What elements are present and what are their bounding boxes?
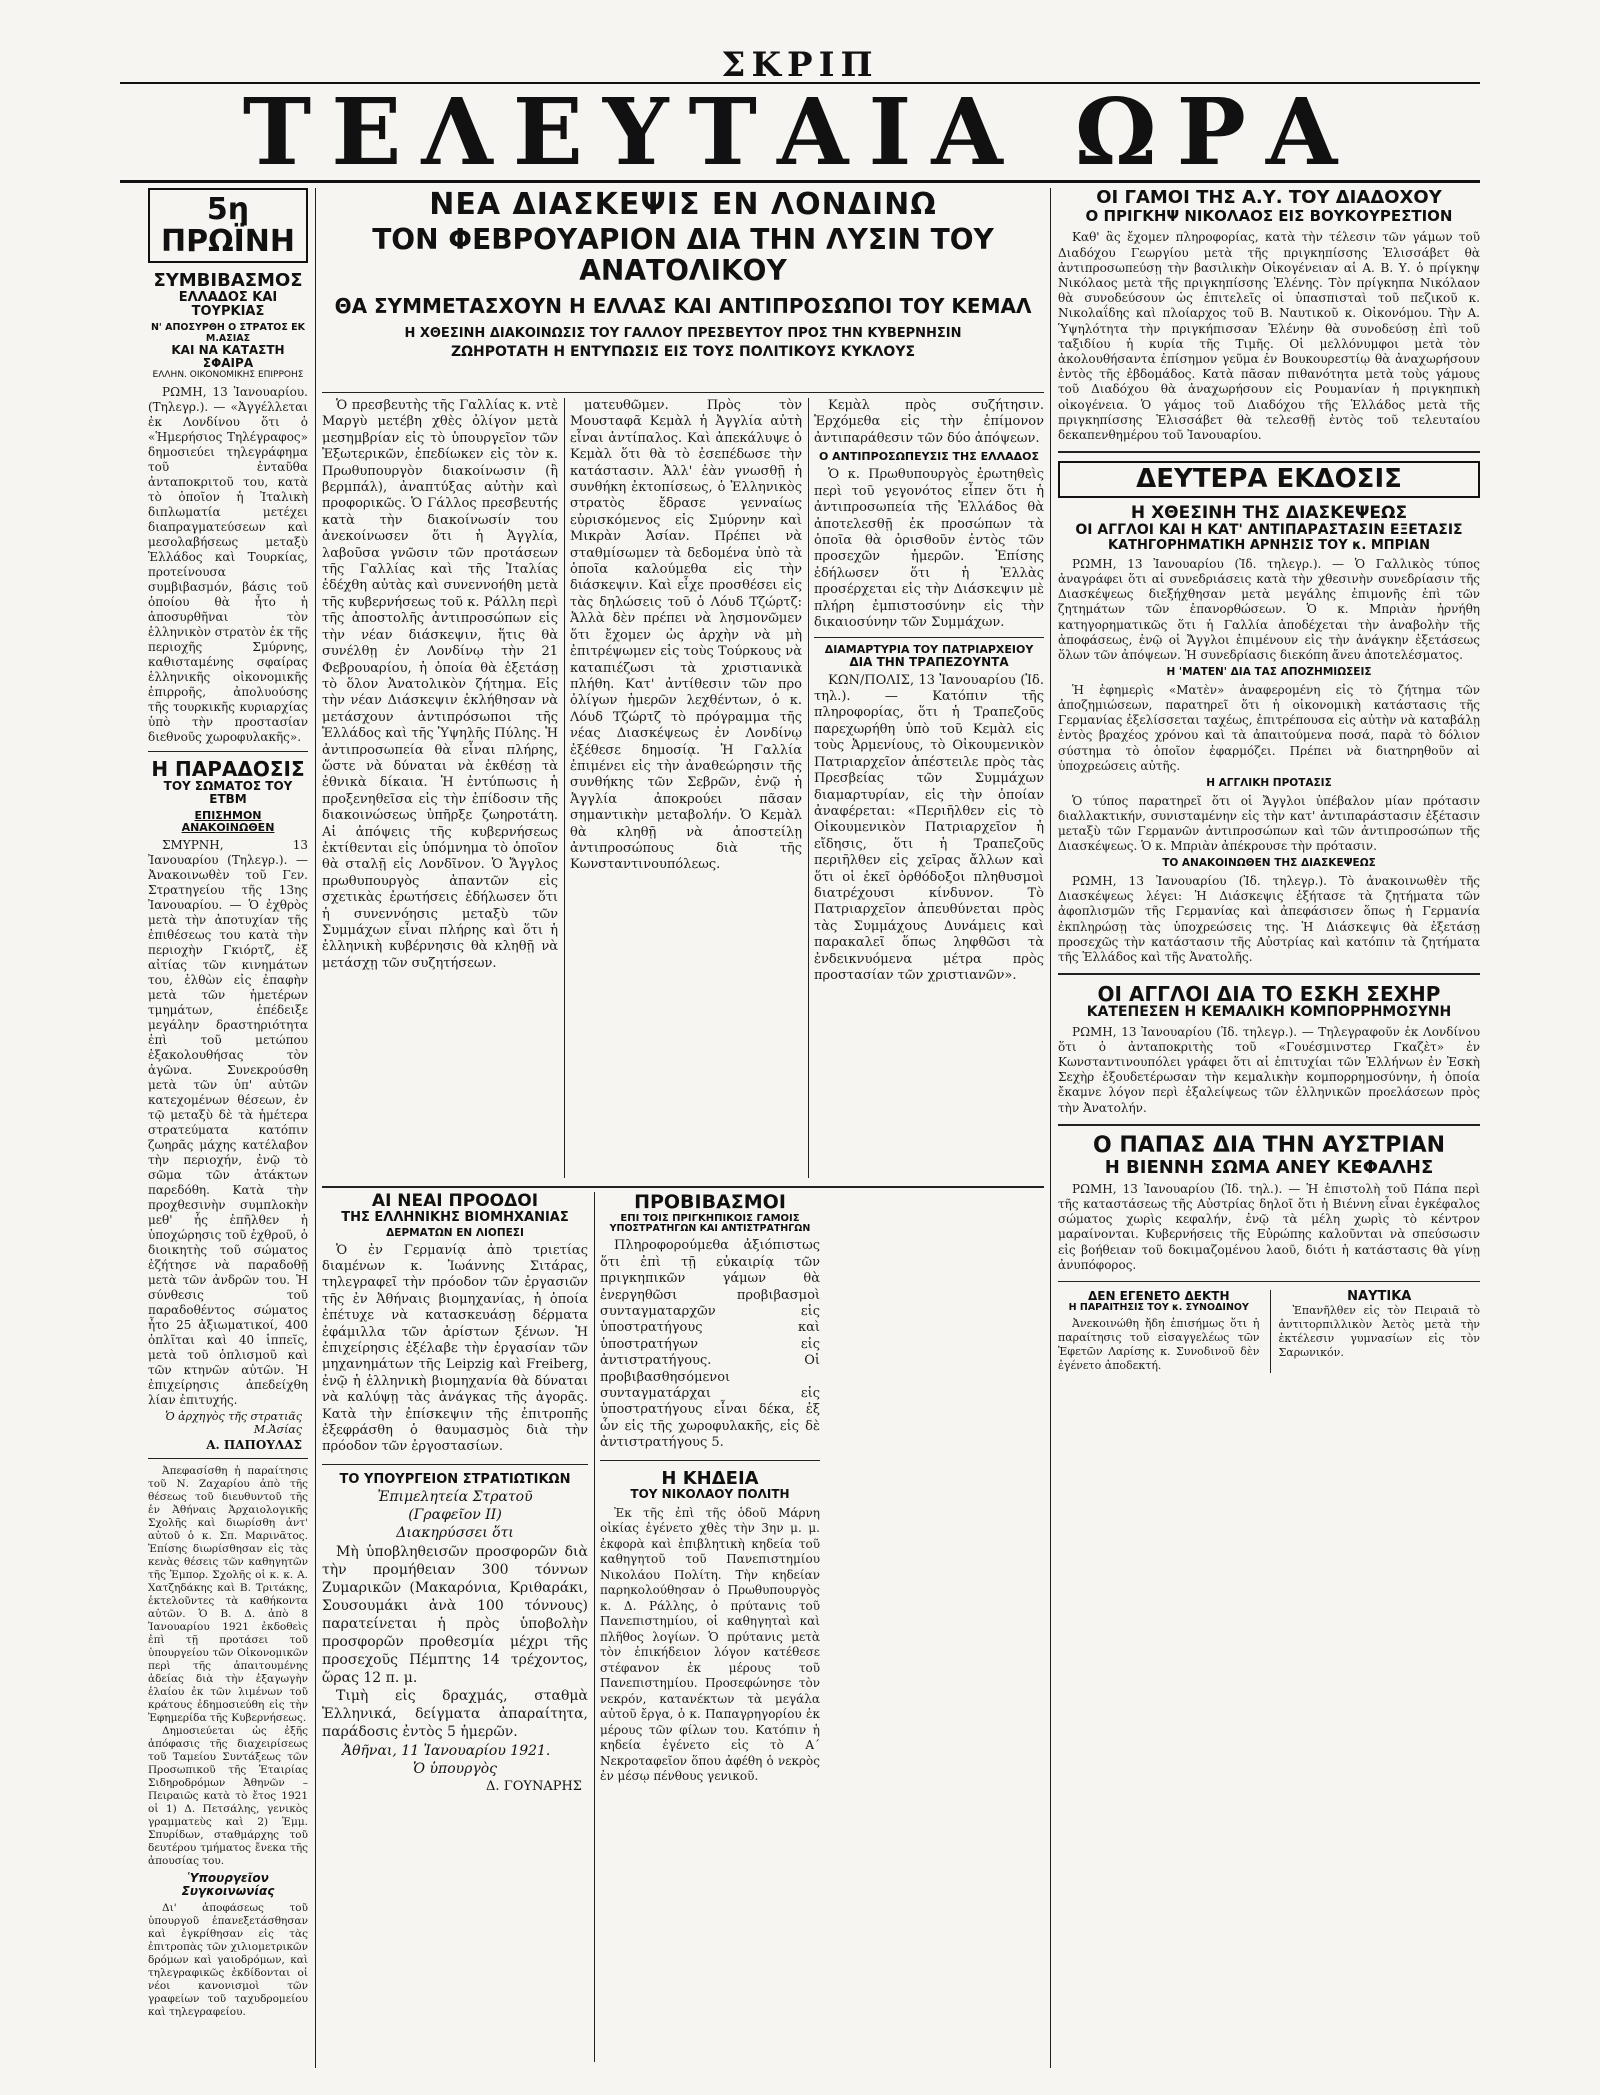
headline: ΤΗΣ ΕΛΛΗΝΙΚΗΣ ΒΙΟΜΗΧΑΝΙΑΣ: [341, 1209, 569, 1225]
headline: ΟΙ ΑΓΓΛΟΙ ΚΑΙ Η ΚΑΤ' ΑΝΤΙΠΑΡΑΣΤΑΣΙΝ ΕΞΕΤΑΣΙΣ: [1075, 522, 1463, 539]
article-body: Ὁ κ. Πρωθυπουργὸς ἐρωτηθεὶς περὶ τοῦ γεγονότος εἶπεν ὅτι ἡ ἀντιπροσωπεία τῆς Ἑλλάδος θὰ ἀποτελεσθῇ ἐκ προσώπων τὰ ὁποῖα θὰ ὁρισθοῦν ἐντὸς τῶν προσεχῶν ἡμερῶν. Ἐπίσης ἐδήλωσεν ὅτι ἡ Ἑλλὰς προσέρχεται εἰς τὴν Διάσκεψιν μὲ πλήρη ἐμπιστοσύνην εἰς τὴν δικαιοσύνην τῶν Συμμάχων.: [814, 467, 1044, 630]
article-body: ΚΩΝ/ΠΟΛΙΣ, 13 Ἰανουαρίου (Ἰδ. τηλ.). — Κατόπιν τῆς πληροφορίας, ὅτι ἡ Τραπεζοῦς παρεχωρήθη ὑπὸ τοῦ Κεμὰλ εἰς τοὺς Ἀρμενίους, τὸ Οἰκουμενικὸν Πατριαρχεῖον ἀπέστειλε πρὸς τὰς Πρεσβείας τῶν Συμμάχων διαμαρτυρίαν, εἰς τὴν ὁποίαν ἀναφέρεται: «Περιῆλθεν εἰς τὸ Οἰκουμενικὸν Πατριαρχεῖον ἡ εἴδησις, ὅτι ἡ Τραπεζοῦς περιῆλθεν εἰς χεῖρας ἄλλων καὶ ὅτι οἱ ἐκεῖ ὀρθόδοξοι πληθυσμοὶ διατρέχουσι κίνδυνον. Τὸ Πατριαρχεῖον ἀπευθύνεται πρὸς τὰς Συμμάχους Δυνάμεις καὶ παρακαλεῖ ὅπως ληφθῶσι τὰ ἐνδεικνυόμενα μέτρα πρὸς προστασίαν τῶν χριστιανῶν».: [814, 672, 1044, 983]
signature-name: Α. ΠΑΠΟΥΛΑΣ: [206, 1438, 302, 1453]
subheadline: ΕΛΛΗΝ. ΟΙΚΟΝΟΜΙΚΗΣ ΕΠΙΡΡΟΗΣ: [152, 369, 304, 380]
article-body: Ὁ τύπος παρατηρεῖ ὅτι οἱ Ἄγγλοι ὑπέβαλον μίαν πρότασιν διαλλακτικήν, συνισταμένην εἰς τὴν κατ' ἀντιπαράστασιν ἐξέτασιν μεταξὺ τῶν Γερμανῶν ἀντιπροσώπων καὶ τῶν ἀντιπροσώπων τῆς Διασκέψεως. Ὁ κ. Μπριὰν ἀπέκρουσε τὴν πρότασιν.: [1058, 793, 1480, 854]
subheadline: Ὑπουργεῖον Συγκοινωνίας: [181, 1871, 275, 1899]
main-headline: ΝΕΑ ΔΙΑΣΚΕΨΙΣ ΕΝ ΛΟΝΔΙΝΩ: [429, 188, 937, 222]
divider: [1058, 973, 1480, 975]
subheadline: ΖΩΗΡΟΤΑΤΗ Η ΕΝΤΥΠΩΣΙΣ ΕΙΣ ΤΟΥΣ ΠΟΛΙΤΙΚΟΥΣ ΚΥΚΛΟΥΣ: [450, 343, 916, 360]
signature-line: Ὁ ὑπουργὸς: [413, 1761, 497, 1778]
article-body: Καθ' ἃς ἔχομεν πληροφορίας, κατὰ τὴν τέλεσιν τῶν γάμων τοῦ Διαδόχου Γεωργίου μετὰ τῆς πριγκηπίσσης Ἑλισσάβετ θὰ ἀντιπροσωπεύσῃ τὴν βασιλικὴν Οἰκογένειαν αἱ Α. Β. Υ. ὁ πρίγκηψ Νικόλαος μετὰ τῆς πριγκηπίσσης Ἑλένης. Τὸν πρίγκηπα Νικόλαον θὰ συνοδεύσουν ὡς ἐπιτελεῖς οἱ ὑπασπισταὶ τοῦ πεζικοῦ κ. Νικολαΐδης καὶ πλοίαρχος τοῦ Β. Ναυτικοῦ κ. Οἰκονόμου. Τὴν Α. Ὑψηλότητα τὴν πριγκήπισσαν Ἑλένην θὰ συνοδεύσῃ ἐπὶ τοῦ ταξιδίου ἡ κυρία τῆς Τιμῆς. Οἱ μελλόνυμφοι μετὰ τὸν ἀκολουθήσαντα ἐπίσημον γεῦμα ἐν Βουκουρεστίῳ θὰ ἀναχωρήσουν ἐντὸς τῆς ἐβδομάδος. Κατὰ πᾶσαν πιθανότητα μετὰ τοὺς γάμους τοῦ Διαδόχου θὰ ἀναχωρήσουν εἰς Ρουμανίαν ἡ πριγκηπικὴ οἰκογένεια. Ὁ γάμος τοῦ Διαδόχου τῆς Ἑλλάδος μετὰ τῆς πριγκηπίσσης Ἑλισσάβετ θὰ τελεσθῇ ἐντὸς τοῦ τελευταίου δεκαπενθημέρου τοῦ Ἰανουαρίου.: [1058, 230, 1480, 442]
subheadline: ΤΟ ΑΝΑΚΟΙΝΩΘΕΝ ΤΗΣ ΔΙΑΣΚΕΨΕΩΣ: [1162, 857, 1376, 870]
headline: ΤΟ ΥΠΟΥΡΓΕΙΟΝ ΣΤΡΑΤΙΩΤΙΚΩΝ: [339, 1471, 571, 1487]
center-header: [322, 188, 1044, 388]
subheadline: Η ΧΘΕΣΙΝΗ ΔΙΑΚΟΙΝΩΣΙΣ ΤΟΥ ΓΑΛΛΟΥ ΠΡΕΣΒΕΥΤΟΥ ΠΡΟΣ ΤΗΝ ΚΥΒΕΡΝΗΣΙΝ: [404, 325, 962, 341]
divider: [1058, 451, 1480, 453]
article-body: Πληροφορούμεθα ἀξιόπιστως ὅτι ἐπὶ τῇ εὐκαιρίᾳ τῶν πριγκηπικῶν γάμων θὰ ἐνεργηθῶσι προβιβασμοὶ συνταγματαρχῶν εἰς ὑποστρατήγους καὶ ὑποστρατήγων εἰς ἀντιστρατήγους. Οἱ προβιβασθησόμενοι συνταγματάρχαι εἰς ὑποστρατήγους εἶναι δέκα, ἐξ ὧν εἰς τῆς χωροφυλακῆς, εἰς δὲ ἀντιστρατήγους 5.: [600, 1238, 820, 1451]
column-rule: [315, 188, 316, 2068]
headline: ΔΕΝ ΕΓΕΝΕΤΟ ΔΕΚΤΗ: [1087, 1288, 1230, 1303]
article-body: Κεμὰλ πρὸς συζήτησιν. Ἐρχόμεθα εἰς τὴν ἐπίμονον ἀντιπαράθεσιν τῶν δύο ἀπόψεων.: [814, 398, 1044, 446]
divider: [814, 637, 1044, 638]
article-body: ματευθῶμεν. Πρὸς τὸν Μουσταφᾶ Κεμὰλ ἡ Ἀγγλία αὐτὴ εἶναι ἀντίπαλος. Καὶ ἀπεκάλυψε ὁ Κεμὰλ ὅτι θὰ τὸ ἐσεπέδωσε τὴν κατάστασιν. Ἀλλ' ἐὰν γνωσθῇ ἡ συνθήκη ἐκτοπίσεως, ὁ Ἑλληνικὸς στρατὸς ἔδρασε γενναίως εὑρισκόμενος εἰς Σμύρνην καὶ Μικρὰν Ἀσίαν. Πρέπει νὰ σταθμίσωμεν τὰ δεδομένα ὑπὸ τὰ ὁποῖα καλούμεθα εἰς τὴν διάσκεψιν. Καὶ εἶχε προσθέσει εἰς τὰς δηλώσεις τοῦ ὁ Λόυδ Τζώρτζ: Ἀλλὰ δὲν πρέπει νὰ λησμονῶμεν ὅτι ἔχομεν ὡς ἀρχὴν νὰ μὴ ἐπιτρέψωμεν εἰς τοὺς Τούρκους νὰ καταπιέζωσι τὰ χριστιανικὰ πλήθη. Κατ' ἀντίθεσιν τῶν προ ὀλίγων ἡμερῶν λεχθέντων, ὁ κ. Λόυδ Τζώρτζ τὸ πρόγραμμα τῆς νέας Διασκέψεως ἐν Λονδίνῳ ἐξέθεσε δημοσίᾳ. Ἡ Γαλλία ἐπιμένει εἰς τὴν ἀναθεώρησιν τῆς συνθήκης τῶν Σεβρῶν, ἐνῷ ἡ Ἀγγλία ἀποκρούει πᾶσαν σημαντικὴν μεταβολήν. Ὁ Κεμὰλ θὰ κληθῇ νὰ ἀποστείλῃ ἀντιπροσώπους διὰ τῆς Κωνσταντινουπόλεως.: [570, 398, 802, 873]
masthead-title: ΤΕΛΕΥΤΑΙΑ ΩΡΑ: [242, 86, 1358, 178]
article-body: Ἡ ἐφημερὶς «Ματὲν» ἀναφερομένη εἰς τὸ ζήτημα τῶν ἀποζημιώσεων, παρατηρεῖ ὅτι ἡ οἰκονομικὴ κατάστασις τῆς Γερμανίας ἐξελίσσεται ταχέως, ἐπιτρέπουσα εἰς αὐτὴν νὰ καταβάλῃ ἐντὸς βραχέος χρόνου καὶ τὰ ἀπαιτούμενα ποσά, παρὰ τὸ δόλιον σύστημα τὸ ὁποῖον ἐφαρμόζει. Πρέπει νὰ διατηρηθοῦν αἱ ὑποχρεώσεις αὐτῆς.: [1058, 682, 1480, 773]
headline: Η ΠΑΡΑΔΟΣΙΣ: [151, 756, 305, 781]
subheadline: Η ΑΓΓΛΙΚΗ ΠΡΟΤΑΣΙΣ: [1206, 777, 1332, 789]
left-column: [148, 188, 308, 2068]
divider: [148, 751, 308, 752]
subheadline: Η ΠΑΡΑΙΤΗΣΙΣ ΤΟΥ κ. ΣΥΝΟΔΙΝΟΥ: [1068, 1302, 1249, 1314]
headline: ΝΑΥΤΙΚΑ: [1347, 1288, 1412, 1304]
dateline: Ἀθῆναι, 11 Ἰανουαρίου 1921.: [342, 1743, 551, 1760]
article-body: Ὁ ἐν Γερμανίᾳ ἀπὸ τριετίας διαμένων κ. Ἰωάννης Σιτάρας, τηλεγραφεῖ τὴν πρόοδον τῶν ἐργασιῶν τῆς ἐν Ἀθήναις βιομηχανίας, ἡ ὁποία ἐπέτυχε νὰ κατασκευάσῃ δέρματα ἐφάμιλλα τῶν ἀρίστων ξένων. Ἡ ἐπιχείρησις ἐξέλαβε τὴν ἐργασίαν τῶν μηχανημάτων τῆς Leipzig καὶ Freiberg, ἐνῷ ἡ ἑλληνικὴ βιομηχανία θὰ δύναται νὰ καλύψῃ τὰς ἀνάγκας τῆς ἀγορᾶς. Κατὰ τὴν ἐπίσκεψιν τῆς ἐπιτροπῆς ἐξεφράσθη ὁ θαυμασμὸς διὰ τὴν πρόοδον τῶν ἐργοστασίων.: [322, 1242, 588, 1455]
article-body: Δημοσιεύεται ὡς ἐξῆς ἀπόφασις τῆς διαχειρίσεως τοῦ Ταμείου Συντάξεως τῶν Προσωπικοῦ τῆς Ἑταιρίας Σιδηροδρόμων Ἀθηνῶν – Πειραιῶς κατὰ τὸ ἔτος 1921 οἱ 1) Δ. Πετσάλης, γενικὸς γραμματεὺς καὶ 2) Ἐμμ. Σπυρίδων, σταθμάρχης τοῦ δευτέρου τμήματος ἔνεκα τῆς ἀπουσίας του.: [148, 1725, 308, 1868]
subheadline: (Γραφεῖον ΙΙ): [408, 1507, 502, 1524]
headline: Ο ΠΡΙΓΚΗΨ ΝΙΚΟΛΑΟΣ ΕΙΣ ΒΟΥΚΟΥΡΕΣΤΙΟΝ: [1085, 206, 1453, 225]
headline: ΠΡΟΒΙΒΑΣΜΟΙ: [634, 1192, 786, 1213]
subheadline: ΚΑΙ ΝΑ ΚΑΤΑΣΤΗ ΣΦΑΙΡΑ: [171, 343, 285, 371]
article-body: Δι' ἀποφάσεως τοῦ ὑπουργοῦ ἐπανεξετάσθησαν καὶ ἐγκρίθησαν εἰς τὰς ἐπιτροπὰς τῶν χιλιομετρικῶν δρόμων καὶ γαιοδρόμων, καὶ τηλεγραφικῶς ἐκδίδονται οἱ νέοι κανονισμοὶ τῶν γραφείων τοῦ ταχυδρομείου καὶ τηλεγραφείου.: [148, 1902, 308, 2019]
article-body: ΡΩΜΗ, 13 Ἰανουαρίου (Ἰδ. τηλ.). — Ἡ ἐπιστολὴ τοῦ Πάπα περὶ τῆς καταστάσεως τῆς Αὐστρίας δηλοῖ ὅτι ἡ Βιέννη εἶναι ἐγκέφαλος σώματος χωρὶς κεφαλήν, ἐνῷ τὰ μέλη χωρὶς τὸ κέντρον μαραίνονται. Κυβερνήσεις τῆς Εὐρώπης καλοῦνται νὰ σπεύσωσιν εἰς βοήθειαν τοῦ δοκιμαζομένου λαοῦ, διότι ἡ κατάστασις θὰ γίνῃ ἀνυπόφορος.: [1058, 1181, 1480, 1272]
article-body: ΡΩΜΗ, 13 Ἰανουαρίου (Ἰδ. τηλεγρ.). — Ὁ Γαλλικὸς τύπος ἀναγράφει ὅτι αἱ συνεδριάσεις κατὰ τὴν χθεσινὴν συνεδρίασιν τῆς Διασκέψεως διεξήχθησαν μετὰ μεγάλης ἐπιμονῆς ἐπὶ τῶν ζητημάτων τῶν ἐπανορθώσεων. Ὁ κ. Μπριὰν ἠρνήθη κατηγορηματικῶς ὅτι ἡ Γαλλία ἀποδέχεται τὴν ἀναβολὴν τῆς ἀποφάσεως, ἐνῷ οἱ Ἄγγλοι ἐπιμένουν εἰς τὴν ἀνάγκην ἐξετάσεως ὅλων τῶν ἀπόψεων. Ἡ συνεδρίασις διεκόπη ἄνευ ἀποτελέσματος.: [1058, 556, 1480, 663]
edition-label: 5η ΠΡΩΪΝΗ: [148, 188, 308, 263]
brief-left: [1058, 1290, 1260, 1373]
article-body: ΡΩΜΗ, 13 Ἰανουαρίου (Ἰδ. τηλεγρ.). — Τηλεγραφοῦν ἐκ Λονδίνου ὅτι ὁ ἀνταποκριτὴς τοῦ «Γουέσμινστερ Γκαζὲτ» ἐν Κωνσταντινουπόλει γράφει ὅτι αἱ ἐπιτυχίαι τῶν Ἑλλήνων ἐν Ἐσκὴ Σεχὴρ ἐξουδετέρωσαν τὴν κεμαλικὴν κομπορρημοσύνην, ἡ ὁποία ἔκαμνε λόγον περὶ ἐξαλείψεως τῶν ἑλληνικῶν προελάσεων πρὸς τὴν Ἀνατολήν.: [1058, 1024, 1480, 1115]
subheadline: Ν' ΑΠΟΣΥΡΘΗ Ο ΣΤΡΑΤΟΣ ΕΚ Μ.ΑΣΙΑΣ: [150, 322, 306, 344]
signature-name: Δ. ΓΟΥΝΑΡΗΣ: [486, 1779, 582, 1795]
bottom-briefs: [1058, 1290, 1480, 1373]
column-rule: [1050, 188, 1051, 2068]
subheadline: ΔΕΡΜΑΤΩΝ ΕΝ ΛΙΟΠΕΣΙ: [386, 1226, 524, 1239]
subheadline: ΕΠΙΣΗΜΟΝ ΑΝΑΚΟΙΝΩΘΕΝ: [181, 808, 275, 834]
pretitle: ΣΚΡΙΠ: [721, 45, 879, 85]
headline: ΣΥΜΒΙΒΑΣΜΟΣ: [153, 270, 303, 291]
article-body: ΡΩΜΗ, 13 Ἰανουαρίου (Ἰδ. τηλεγρ.). Τὸ ἀνακοινωθὲν τῆς Διασκέψεως λέγει: Ἡ Διάσκεψις ἐξήτασε τὰ ζητήματα τῶν ἀφοπλισμῶν τῆς Γερμανίας καὶ ἀπεφάσισεν ὅπως ἡ Γερμανία ἐκπληρώσῃ τὰς ὑποχρεώσεις της. Ἡ Διάσκεψις θὰ ἐξετάσῃ προσεχῶς τὴν κατάστασιν τῆς Αὐστρίας καὶ κατόπιν τὰ ζητήματα τῆς Ἑλλάδος καὶ τῆς Ἀνατολῆς.: [1058, 873, 1480, 964]
article-body: ΡΩΜΗ, 13 Ἰανουαρίου. (Τηλεγρ.). — «Ἀγγέλλεται ἐκ Λονδίνου ὅτι ὁ «Ἡμερήσιος Τηλέγραφος» δημοσιεύει τηλεγράφημα τοῦ ἐνταῦθα ἀνταποκριτοῦ του, κατὰ τὸ ὁποῖον ἡ Ἰταλικὴ διπλωματία μετέχει διαπραγματεύσεων καὶ μεσολαβήσεως μεταξὺ Ἑλλάδος καὶ Τουρκίας, προτείνουσα συμβιβασμόν, βάσις τοῦ ὁποίου θὰ ἦτο ἡ ἀποσυρθῆναι τὸν ἑλληνικὸν στρατὸν ἐκ τῆς περιοχῆς Σμύρνης, καθισταμένης σφαίρας ἑλληνικῆς οἰκονομικῆς ἐπιρροῆς, ἀπολυούσης τῆς τουρκικῆς κυριαρχίας ὑπὸ τὴν προστασίαν διεθνοῦς χωροφυλακῆς».: [148, 384, 308, 744]
headline: ΑΙ ΝΕΑΙ ΠΡΟΟΔΟΙ: [371, 1192, 539, 1211]
subheadline: ΕΠΙ ΤΟΙΣ ΠΡΙΓΚΗΠΙΚΟΙΣ ΓΑΜΟΙΣ: [620, 1212, 800, 1224]
masthead-rule-bottom: [120, 180, 1480, 183]
divider: [1058, 1124, 1480, 1126]
center-column-b: [570, 398, 802, 1178]
second-edition-label: ΔΕΥΤΕΡΑ ΕΚΔΟΣΙΣ: [1058, 461, 1480, 498]
divider: [1058, 1281, 1480, 1282]
right-column: [1058, 188, 1480, 2068]
signature-line: Ὁ ἀρχηγὸς τῆς στρατιᾶς Μ.Ἀσίας: [165, 1410, 302, 1437]
headline: ΟΙ ΓΑΜΟΙ ΤΗΣ Α.Υ. ΤΟΥ ΔΙΑΔΟΧΟΥ: [1096, 188, 1442, 208]
article-body: Ἀπεφασίσθη ἡ παραίτησις τοῦ Ν. Ζαχαρίου ἀπὸ τῆς θέσεως τοῦ διευθυντοῦ τῆς ἐν Ἀθήναις Ἀρχαιολογικῆς Σχολῆς καὶ διωρίσθη ἀντ' αὐτοῦ ὁ κ. Σπ. Μαρινᾶτος. Ἐπίσης διωρίσθησαν εἰς τὰς κενὰς θέσεις τῶν καθηγητῶν τῆς Ἐμπορ. Σχολῆς οἱ κ. κ. Α. Χατζηδάκης καὶ Β. Τριτάκης, ἐκτελοῦντες τὰ καθήκοντα αὐτῶν. Ὁ Β. Δ. ἀπὸ 8 Ἰανουαρίου 1921 ἐκδοθεὶς ἐπὶ τῇ προτάσει τοῦ ὑπουργείου τῶν Οἰκονομικῶν περὶ τῆς ἀπαιτουμένης ἀδείας διὰ τὴν ἐξαγωγὴν ἐλαίου ἐκ τῶν λιμένων τοῦ κράτους ἐδημοσιεύθη εἰς τὴν Ἐφημερίδα τῆς Κυβερνήσεως.: [148, 1465, 308, 1725]
column-rule: [564, 398, 565, 1178]
center-bottom-col-2: [600, 1192, 820, 2062]
subheadline: ΚΑΤΗΓΟΡΗΜΑΤΙΚΗ ΑΡΝΗΣΙΣ ΤΟΥ κ. ΜΠΡΙΑΝ: [1108, 537, 1430, 553]
headline: ΘΑ ΣΥΜΜΕΤΑΣΧΟΥΝ Η ΕΛΛΑΣ ΚΑΙ ΑΝΤΙΠΡΟΣΩΠΟΙ ΤΟΥ ΚΕΜΑΛ: [334, 293, 1032, 318]
headline: ΤΟΥ ΣΩΜΑΤΟΣ ΤΟΥ ΕΤΒΜ: [163, 778, 293, 806]
subheadline: Ο ΑΝΤΙΠΡΟΣΩΠΕΥΣΙΣ ΤΗΣ ΕΛΛΑΔΟΣ: [818, 450, 1040, 464]
main-headline: ΤΟΝ ΦΕΒΡΟΥΑΡΙΟΝ ΔΙΑ ΤΗΝ ΛΥΣΙΝ ΤΟΥ ΑΝΑΤΟΛΙΚΟΥ: [372, 223, 994, 287]
article-body: Ἐπανῆλθεν εἰς τὸν Πειραιᾶ τὸ ἀντιτορπιλλικὸν Ἀετὸς μετὰ τὴν ἐκτέλεσιν γυμνασίων εἰς τὸν Σαρωνικόν.: [1278, 1304, 1480, 1360]
article-body: ΣΜΥΡΝΗ, 13 Ἰανουαρίου (Τηλεγρ.). — Ἀνακοινωθὲν τοῦ Γεν. Στρατηγείου τῆς 13ης Ἰανουαρίου. — Ὁ ἐχθρὸς μετὰ τὴν ἀποτυχίαν τῆς ἐπιθέσεως του κατὰ τὴν περιοχὴν Γκιόρτζ, ἐξ αἰτίας τῶν κινημάτων του, ἐλθὼν εἰς ἐπαφὴν μετὰ τῶν ἡμετέρων τμημάτων, ἐπέδειξε μεγάλην δραστηριότητα ἐπὶ τοῦ μετώπου ἐξακολουθήσας τὸν ἀγῶνα. Συνεκρούσθη μετὰ τῶν ὑπ' αὐτῶν κατεχομένων θέσεων, ἐν τῷ μεταξὺ δὲ τὰ ἡμέτερα στρατεύματα κατόπιν ζωηρᾶς μάχης κατέλαβον τὴν περιοχήν, ἐνῷ τὸ σῶμα τῶν ἀτάκτων παρεδόθη. Κατὰ τὴν προχθεσινὴν συμπλοκὴν μεθ' ἧς ἐπῆλθεν ἡ ὑποχώρησις τοῦ ἐχθροῦ, ὁ διοικητὴς τοῦ σώματος ἐζήτησε νὰ παραδοθῇ μετὰ τῶν ἀνδρῶν του. Ἡ σύνθεσις τοῦ παραδοθέντος σώματος ἦτο 25 ἀξιωματικοί, 400 ὁπλῖται καὶ 40 ἱππεῖς, μετὰ τοῦ ὁπλισμοῦ καὶ τῶν κτηνῶν αὐτῶν. Ἡ ἐπιχείρησις ἀπεδείχθη λίαν ἐπιτυχής.: [148, 838, 308, 1408]
subheadline: Διακηρύσσει ὅτι: [396, 1525, 514, 1542]
divider: [322, 1186, 1044, 1188]
article-body: Ἐκ τῆς ἐπὶ τῆς ὁδοῦ Μάρνη οἰκίας ἐγένετο χθὲς τὴν 3ην μ. μ. ἐκφορὰ καὶ ἐπιβλητικὴ κηδεία τοῦ καθηγητοῦ τοῦ Πανεπιστημίου Νικολάου Πολίτη. Τὴν κηδείαν παρηκολούθησαν ὁ Πρωθυπουργὸς κ. Δ. Ράλλης, ὁ πρύτανις τοῦ Πανεπιστημίου, οἱ καθηγηταὶ καὶ πλῆθος λογίων. Ὁ πρύτανις μετὰ τὸν ἐπικήδειον λόγον κατέθεσε στέφανον ἐκ μέρους τοῦ Πανεπιστημίου. Προσεφώνησε τὸν νεκρόν, κατανέκτων τὰ μεγάλα αὐτοῦ ἔργα, ὁ κ. Παπαγρηγορίου ἐκ μέρους τῶν φίλων του. Κατόπιν ἡ κηδεία ἐγένετο εἰς τὸ Α΄ Νεκροταφεῖον ὅπου ἀφέθη ὁ νεκρὸς ἐν μέσῳ πένθους γενικοῦ.: [600, 1505, 820, 1784]
masthead-rule-top: [120, 82, 1480, 84]
column-rule: [808, 398, 809, 1178]
headline: ΕΛΛΑΔΟΣ ΚΑΙ ΤΟΥΡΚΙΑΣ: [178, 289, 278, 320]
divider: [600, 1460, 820, 1461]
headline: Ο ΠΑΠΑΣ ΔΙΑ ΤΗΝ ΑΥΣΤΡΙΑΝ: [1092, 1132, 1446, 1158]
subheadline: ΥΠΟΣΤΡΑΤΗΓΩΝ ΚΑΙ ΑΝΤΙΣΤΡΑΤΗΓΩΝ: [609, 1222, 811, 1234]
headline: Η ΧΘΕΣΙΝΗ ΤΗΣ ΔΙΑΣΚΕΨΕΩΣ: [1130, 503, 1408, 524]
subheadline: ΚΑΤΕΠΕΣΕΝ Η ΚΕΜΑΛΙΚΗ ΚΟΜΠΟΡΡΗΜΟΣΥΝΗ: [1086, 1004, 1452, 1021]
subheadline: Η 'ΜΑΤΕΝ' ΔΙΑ ΤΑΣ ΑΠΟΖΗΜΙΩΣΕΙΣ: [1166, 666, 1372, 679]
subheadline: ΔΙΑΜΑΡΤΥΡΙΑ ΤΟΥ ΠΑΤΡΙΑΡΧΕΙΟΥ: [824, 643, 1034, 657]
article-body: Τιμὴ εἰς δραχμάς, σταθμὰ Ἑλληνικά, δείγματα ἀπαραίτητα, παράδοσις ἐντὸς 5 ἡμερῶν.: [322, 1688, 588, 1741]
divider: [148, 1458, 308, 1459]
subheadline: ΔΙΑ ΤΗΝ ΤΡΑΠΕΖΟΥΝΤΑ: [849, 655, 1009, 670]
subheadline: ΤΟΥ ΝΙΚΟΛΑΟΥ ΠΟΛΙΤΗ: [630, 1487, 790, 1502]
subheadline: Ἐπιμελητεία Στρατοῦ: [377, 1489, 533, 1506]
column-rule: [594, 1192, 595, 2062]
brief-right: [1270, 1290, 1481, 1373]
article-body: Ἀνεκοινώθη ἤδη ἐπισήμως ὅτι ἡ παραίτησις τοῦ εἰσαγγελέως τῶν Ἐφετῶν Λαρίσης κ. Συνοδινοῦ δὲν ἐγένετο ἀποδεκτή.: [1058, 1316, 1260, 1372]
article-body: Ὁ πρεσβευτὴς τῆς Γαλλίας κ. ντὲ Μαργὺ μετέβη χθὲς ὀλίγον μετὰ μεσημβρίαν εἰς τὸ ὑπουργεῖον τῶν Ἐξωτερικῶν, ἐπεδίωκεν εἰς τὸν κ. Πρωθυπουργὸν διακοίνωσιν (ἢ βερμπάλ), ἀναπτύξας αὐτὴν καὶ προφορικῶς. Ὁ Γάλλος πρεσβευτής κατὰ τὴν διακοίνωσίν του ἀνεκοίνωσεν ὅτι ἡ Ἀγγλία, λαβοῦσα γνῶσιν τῶν προτάσεων τῆς Γαλλίας καὶ τῆς Ἰταλίας ἐδέχθη αὐτὰς καὶ συνεννοήθη μετὰ τῆς κυβερνήσεως τοῦ κ. Ράλλη περὶ τῆς ἀποστολῆς ἀντιπροσώπων εἰς τὴν νέαν διάσκεψιν, ἥτις θὰ συνέλθῃ ἐν Λονδίνῳ τὴν 21 Φεβρουαρίου, ἡ ὁποία θὰ ἐξετάσῃ τὸ ὅλον Ἀνατολικὸν ζήτημα. Εἰς τὴν νέαν Διάσκεψιν ἐκλήθησαν νὰ μετάσχουν ἀντιπρόσωποι τῆς Ἑλλάδος καὶ τῆς Ὑψηλῆς Πύλης. Ἡ ἀντιπροσωπεία θὰ εἶναι πλήρης, ὥστε νὰ δύναται νὰ ἐκθέσῃ τὰ ἐθνικὰ δίκαια. Ἡ ἐντύπωσις ἡ προξενηθεῖσα εἰς τὴν ἐπίδοσιν τῆς διακοινώσεως ὑπῆρξε ζωηροτάτη. Αἱ ἀπόψεις τῆς κυβερνήσεως ἐκτίθενται εἰς ὑπόμνημα τὸ ὁποῖον θὰ σταλῇ εἰς Λονδῖνον. Ὁ Ἄγγλος πρωθυπουργὸς ἀπαντῶν εἰς σχετικὰς ἐρωτήσεις ἐδήλωσεν ὅτι ἡ συνεννόησις μεταξὺ τῶν Συμμάχων εἶναι πλήρης καὶ ὅτι ἡ ἑλληνικὴ κυβέρνησις θὰ κληθῇ νὰ μετάσχῃ τῶν συζητήσεων.: [322, 398, 558, 971]
subheadline: Η ΒΙΕΝΝΗ ΣΩΜΑ ΑΝΕΥ ΚΕΦΑΛΗΣ: [1104, 1156, 1434, 1178]
center-column-a: [322, 398, 558, 1178]
center-bottom-col-1: [322, 1192, 588, 2062]
article-body: Μὴ ὑποβληθεισῶν προσφορῶν διὰ τὴν προμήθειαν 300 τόννων Ζυμαρικῶν (Μακαρόνια, Κριθαράκι, Σουσουμάκι ἀνὰ 100 τόννους) παρατείνεται ἡ πρὸς ὑποβολὴν προσφορῶν προθεσμία μέχρι τῆς προσεχοῦς Πέμπτης 14 τρέχοντος, ὥρας 12 π. μ.: [322, 1544, 588, 1687]
center-column-c: [814, 398, 1044, 1178]
headline: Η ΚΗΔΕΙΑ: [661, 1467, 759, 1489]
headline: ΟΙ ΑΓΓΛΟΙ ΔΙΑ ΤΟ ΕΣΚΗ ΣΕΧΗΡ: [1097, 982, 1441, 1007]
divider: [322, 1464, 588, 1465]
divider: [322, 392, 1044, 393]
